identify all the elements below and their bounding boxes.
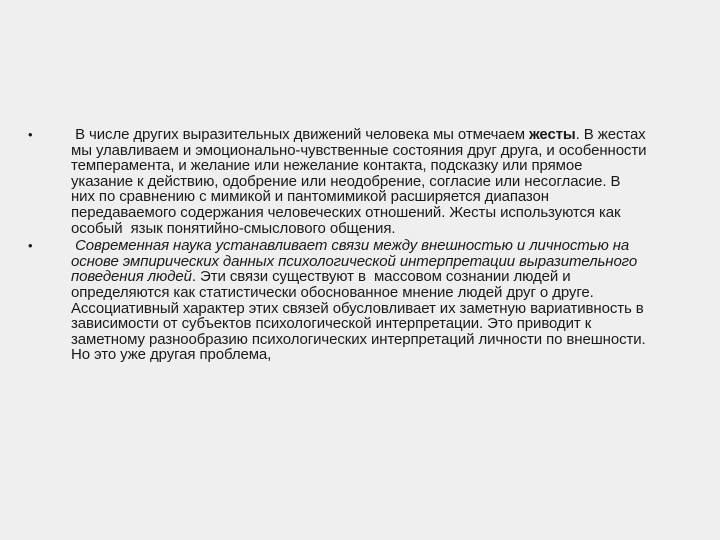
- bullet-item-gestures: [28, 126, 651, 237]
- science-italic: Современная наука устанавливает связи между внешностью и личностью на основе эмпирических данных психологической интерпретации выразительного поведения людей: [71, 237, 642, 286]
- gestures-term: жесты: [529, 126, 576, 143]
- gestures-intro: В числе других выразительных движений человека мы отмечаем: [71, 126, 530, 143]
- bullet-text-gestures: [71, 126, 651, 237]
- science-body: . Эти связи существуют в массовом сознании людей и определяются как статистически обоснованное мнение людей друг о друге. Ассоциативный характер этих связей обусловливает их заметную вариативность в зависимости от субъектов психологической интерпретации. Это приводит к заметному разнообразию психологических интерпретаций личности по внешности. Но это уже другая проблема,: [71, 268, 650, 364]
- bullet-dot-icon: •: [28, 127, 33, 142]
- gestures-body: . В жестах мы улавливаем и эмоционально-чувственные состояния друг друга, и особенности темперамента, и желание или нежелание контакта, подсказку или прямое указание к действию, одобрение или неодобрение, согласие или несогласие. В них по сравнению с мимикой и пантомимикой расширяется диапазон передаваемого содержания человеческих отношений. Жесты используются как особый язык понятийно-смыслового общения.: [71, 126, 651, 237]
- bullet-list: [28, 126, 651, 364]
- bullet-item-science: [28, 238, 648, 363]
- bullet-text-science: [71, 238, 648, 363]
- bullet-dot-icon: •: [28, 238, 33, 254]
